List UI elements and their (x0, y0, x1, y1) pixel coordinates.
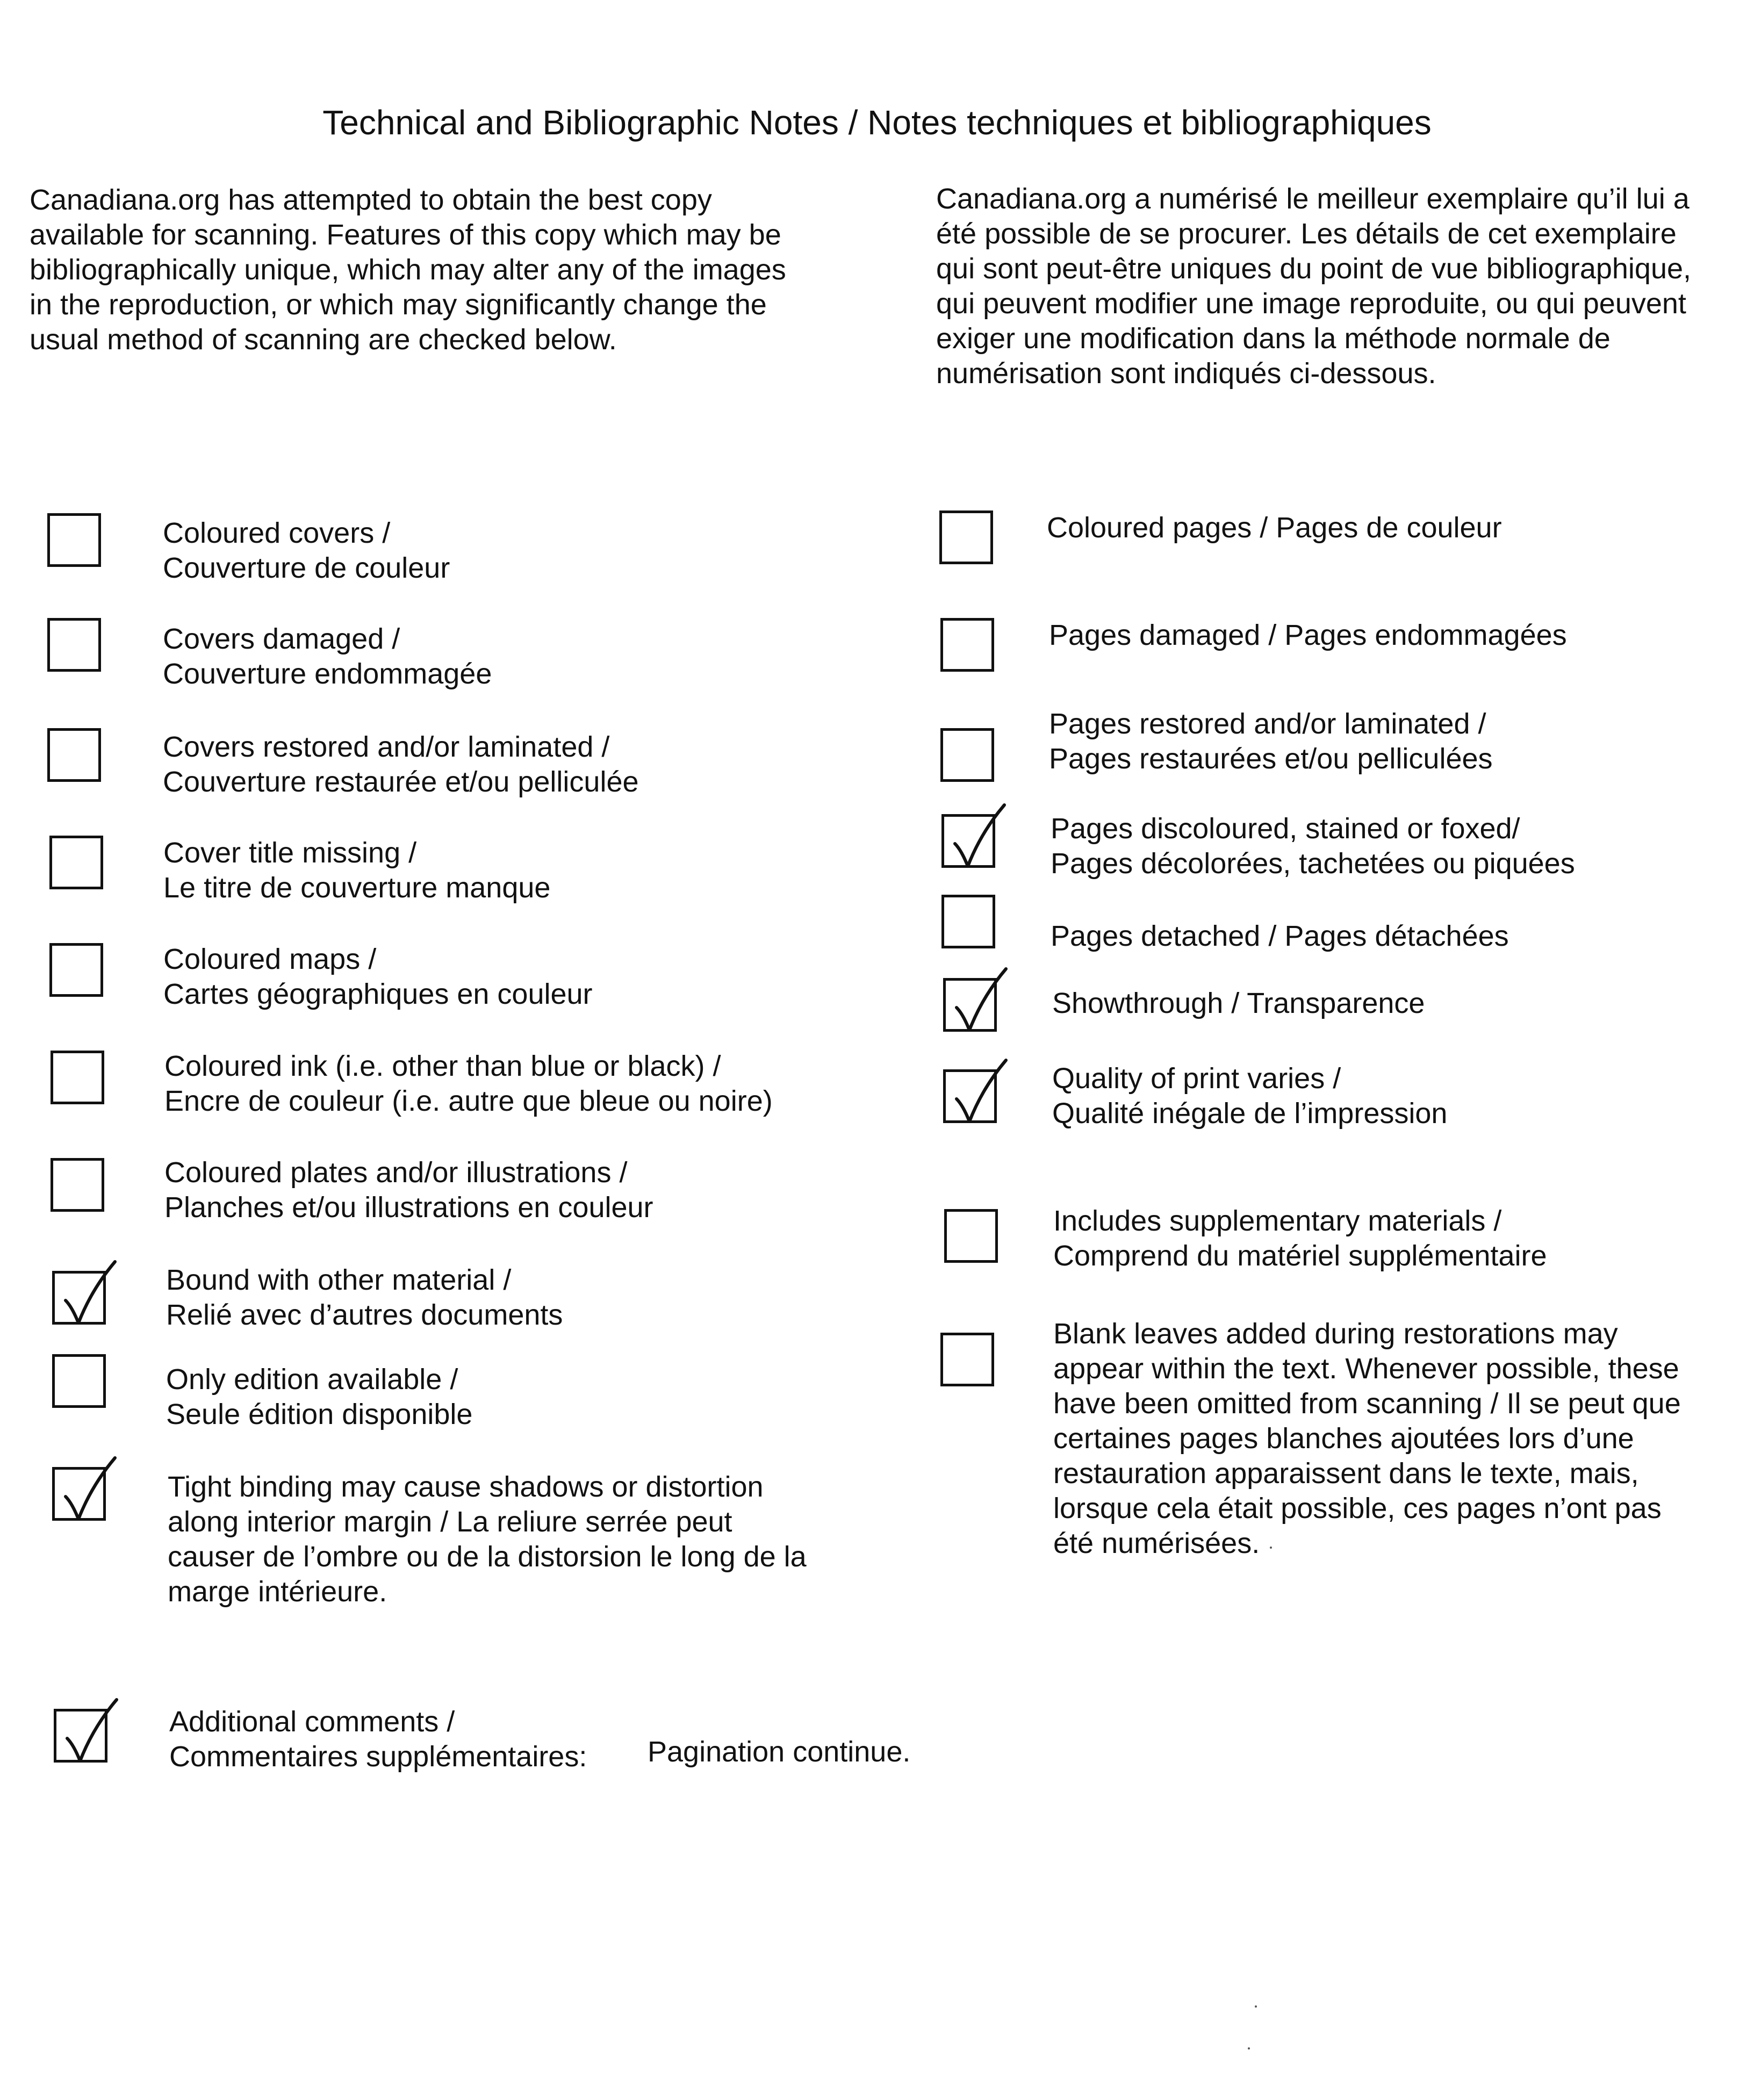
checkbox[interactable] (940, 1333, 994, 1386)
checkmark-icon (59, 1257, 118, 1327)
comments-label: Additional comments / Commentaires supplémentaires: (169, 1706, 587, 1773)
comments-value: Pagination continue. (648, 1736, 911, 1768)
checkbox[interactable] (940, 728, 994, 782)
checkmark-icon (59, 1454, 118, 1523)
checklist-label: Showthrough / Transparence (1052, 987, 1425, 1019)
checklist-label: Pages discoloured, stained or foxed/ Pages décolorées, tachetées ou piquées (1051, 812, 1575, 880)
checkbox[interactable] (52, 1354, 106, 1408)
checkmark-icon (61, 1695, 120, 1765)
checklist-label: Pages detached / Pages détachées (1051, 920, 1509, 952)
checkbox[interactable] (47, 618, 101, 672)
checklist-label: Tight binding may cause shadows or distortion along interior margin / La reliure serrée peut causer de l’ombre ou de la distorsion le long de la marge intérieure. (168, 1471, 807, 1608)
checkbox[interactable] (49, 943, 103, 997)
checklist-label: Coloured plates and/or illustrations / Planches et/ou illustrations en couleur (164, 1156, 653, 1224)
checklist-label: Pages restored and/or laminated / Pages restaurées et/ou pelliculées (1049, 708, 1493, 775)
checklist-label: Coloured covers / Couverture de couleur (163, 517, 450, 584)
checkmark-icon (948, 801, 1008, 871)
checklist-label: Coloured maps / Cartes géographiques en couleur (163, 943, 593, 1010)
checkbox[interactable] (51, 1051, 104, 1104)
checkbox[interactable] (943, 978, 997, 1032)
checkbox[interactable] (52, 1271, 106, 1325)
checkmark-icon (950, 965, 1009, 1034)
checklist-label: Cover title missing / Le titre de couverture manque (163, 837, 551, 904)
intro-french: Canadiana.org a numérisé le meilleur exemplaire qu’il lui a été possible de se procurer. Les détails de cet exemplaire qui sont peut-être uniques du point de vue bibliographique, qui peuvent modifier une image reproduite, ou qui peuvent exiger une modification dans la méthode normale de numérisation sont indiqués ci-dessous. (936, 183, 1692, 390)
scan-speck (1248, 2047, 1250, 2049)
scan-speck (1270, 1547, 1272, 1549)
checkbox[interactable] (52, 1467, 106, 1521)
checkbox[interactable] (944, 1209, 998, 1263)
checkbox[interactable] (939, 510, 993, 564)
checkmark-icon (950, 1056, 1009, 1126)
comments-checkbox[interactable] (54, 1709, 107, 1763)
checkbox[interactable] (940, 618, 994, 672)
checklist-label: Includes supplementary materials / Comprend du matériel supplémentaire (1053, 1205, 1547, 1272)
checklist-label: Covers restored and/or laminated / Couverture restaurée et/ou pelliculée (163, 731, 639, 798)
checklist-label: Blank leaves added during restorations may appear within the text. Whenever possible, these have been omitted from scanning / Il se peut que certaines pages blanches ajoutées lors d’une restauration apparaissent dans le texte, mais, lorsque cela était possible, ces pages n’ont pas été numérisées. (1053, 1318, 1681, 1559)
checklist-label: Covers damaged / Couverture endommagée (163, 623, 492, 690)
checkbox[interactable] (49, 836, 103, 889)
checkbox[interactable] (47, 513, 101, 567)
checklist-label: Coloured pages / Pages de couleur (1047, 512, 1502, 544)
checklist-label: Only edition available / Seule édition disponible (166, 1363, 473, 1430)
checkbox[interactable] (51, 1158, 104, 1212)
checkbox[interactable] (941, 814, 995, 868)
checklist-label: Quality of print varies / Qualité inégale de l’impression (1052, 1062, 1448, 1130)
checkbox[interactable] (47, 728, 101, 782)
checkbox[interactable] (941, 895, 995, 948)
checkbox[interactable] (943, 1069, 997, 1123)
checklist-label: Coloured ink (i.e. other than blue or black) / Encre de couleur (i.e. autre que bleue ou noire) (164, 1050, 773, 1117)
checklist-label: Pages damaged / Pages endommagées (1049, 619, 1567, 651)
intro-english: Canadiana.org has attempted to obtain the best copy available for scanning. Features of this copy which may be bibliographically unique, which may alter any of the images in the reproduction, or which may significantly change the usual method of scanning are checked below. (30, 184, 786, 356)
scan-speck (1255, 2005, 1257, 2008)
page-title: Technical and Bibliographic Notes / Notes techniques et bibliographiques (322, 103, 1432, 142)
checklist-label: Bound with other material / Relié avec d’autres documents (166, 1264, 563, 1331)
